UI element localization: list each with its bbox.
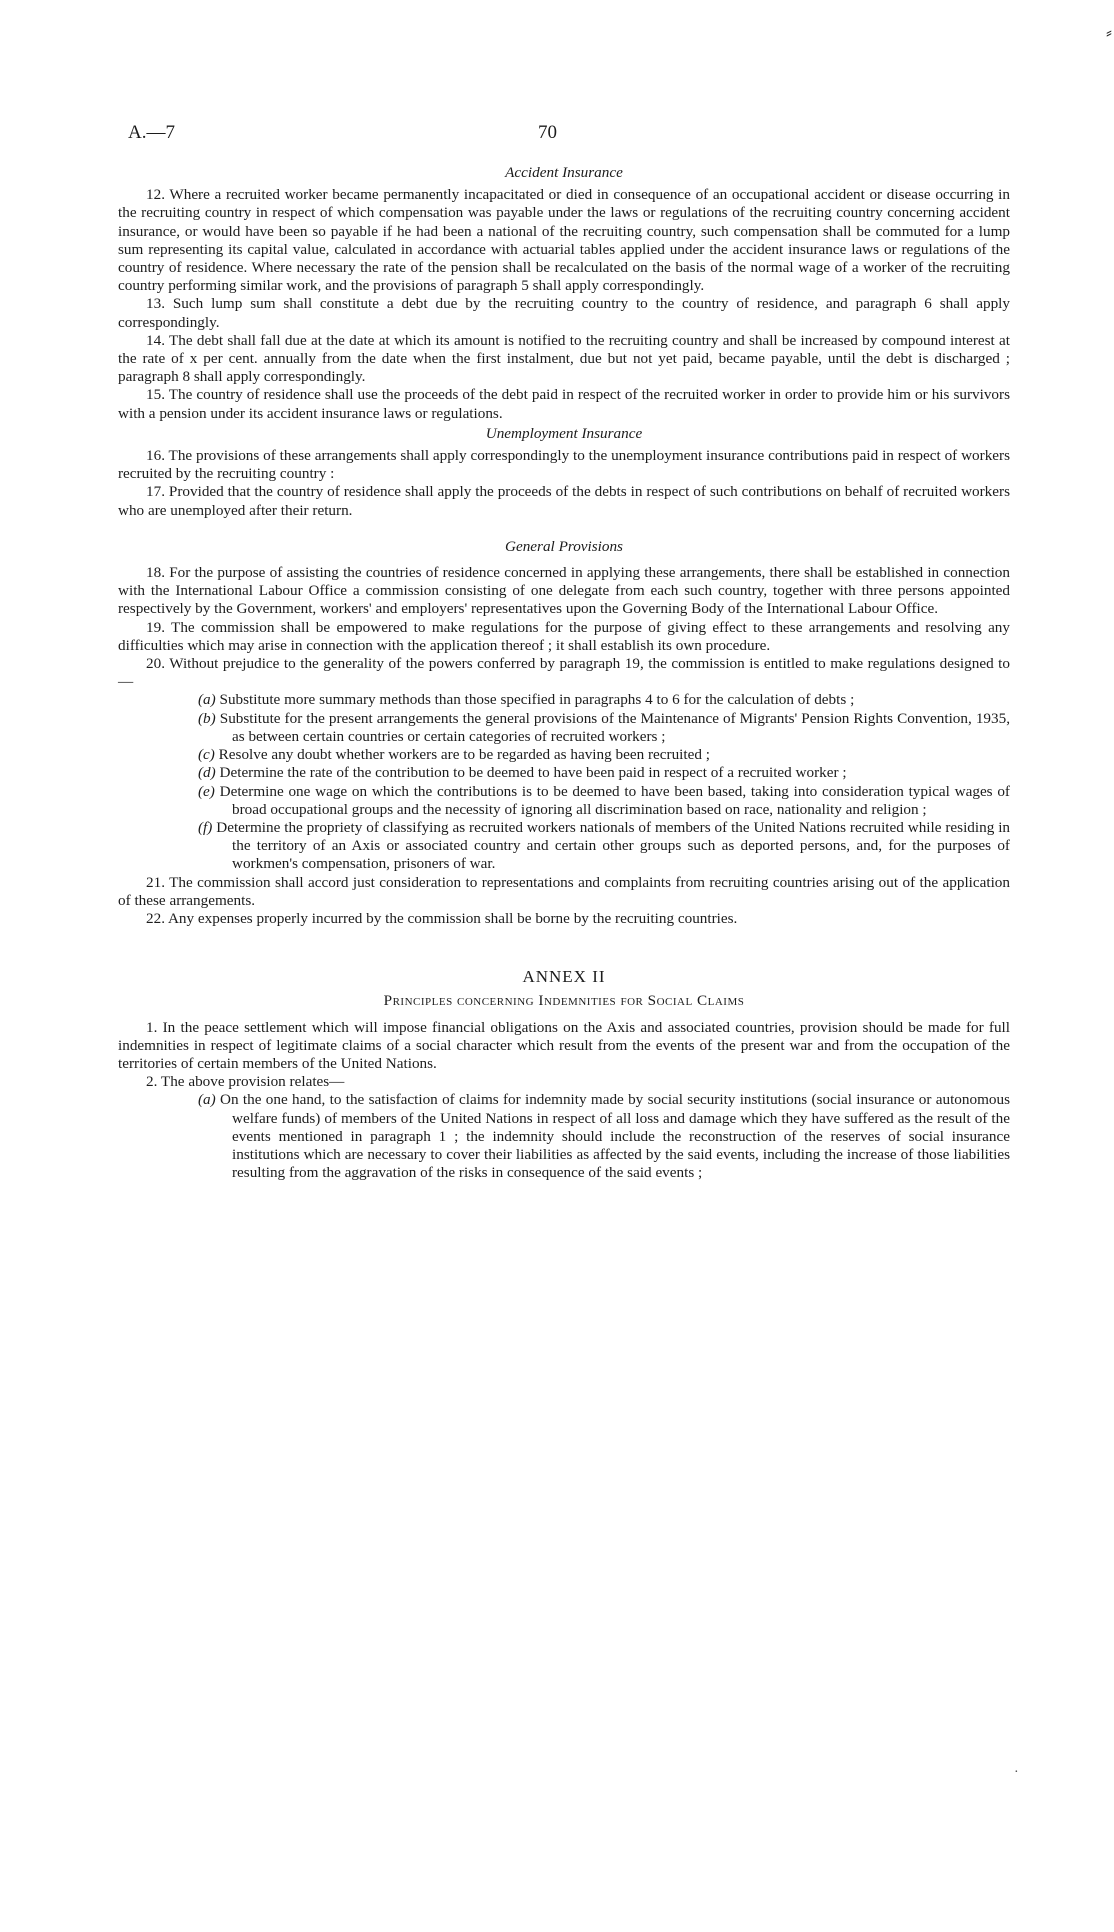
- section-heading-general-provisions: General Provisions: [505, 537, 623, 555]
- list-item-f: (f) Determine the propriety of classifying as recruited workers nationals of members of the United Nations recruited while residing in the territory of an Axis or associated country and certain other groups such as deported persons, and, for the purposes of workmen's compensation, prisoners of war.: [198, 818, 1011, 873]
- scan-speck: ·: [1014, 1765, 1019, 1780]
- page-body: [118, 164, 1010, 1182]
- paragraph-17: 17. Provided that the country of residence shall apply the proceeds of the debts in respect of such contributions on behalf of recruited workers who are unemployed after their return.: [118, 483, 1010, 519]
- paragraph-18: 18. For the purpose of assisting the countries of residence concerned in applying these arrangements, there shall be established in connection with the International Labour Office a commission consisting of one delegate from each such country, together with three persons appointed respectively by the Government, workers' and employers' representatives upon the Governing Body of the International Labour Office.: [118, 564, 1010, 618]
- paragraph-16: 16. The provisions of these arrangements shall apply correspondingly to the unemployment insurance contributions paid in respect of workers recruited by the recruiting country :: [118, 447, 1010, 483]
- paragraph-13: 13. Such lump sum shall constitute a debt due by the recruiting country to the country of residence, and paragraph 6 shall apply correspondingly.: [118, 295, 1010, 331]
- document-reference: A.—7: [128, 122, 175, 143]
- annex-paragraph-2: 2. The above provision relates—: [146, 1073, 345, 1091]
- list-item-b: (b) Substitute for the present arrangements the general provisions of the Maintenance of Migrants' Pension Rights Convention, 1935, as between certain countries or certain categories of recruited workers ;: [198, 709, 1011, 745]
- page-number: 70: [538, 122, 557, 143]
- paragraph-19: 19. The commission shall be empowered to make regulations for the purpose of giving effect to these arrangements and resolving any difficulties which may arise in connection with the application thereof ; it shall establish its own procedure.: [118, 618, 1010, 654]
- section-heading-accident-insurance: Accident Insurance: [505, 164, 623, 181]
- corner-scan-mark: ⸗: [1106, 22, 1112, 42]
- list-item-a: (a) Substitute more summary methods than those specified in paragraphs 4 to 6 for the calculation of debts ;: [198, 691, 855, 709]
- list-item-c: (c) Resolve any doubt whether workers are to be regarded as having been recruited ;: [198, 746, 710, 764]
- list-item-e: (e) Determine one wage on which the contributions is to be deemed to have been based, taking into consideration typical wages of broad occupational groups and the necessity of ignoring all discrimination based on race, nationality and religion ;: [198, 782, 1010, 818]
- list-item-d: (d) Determine the rate of the contribution to be deemed to have been paid in respect of a recruited worker ;: [198, 764, 847, 782]
- annex-paragraph-1: 1. In the peace settlement which will impose financial obligations on the Axis and associated countries, provision should be made for full indemnities in respect of legitimate claims of a social character which result from the events of the present war and from the occupation of the territories of certain members of the United Nations.: [118, 1018, 1010, 1072]
- annex-list-item-a: (a) On the one hand, to the satisfaction of claims for indemnity made by social security institutions (social insurance or autonomous welfare funds) of members of the United Nations in respect of all loss and damage which they have suffered as the result of the events mentioned in paragraph 1 ; the indemnity should include the reconstruction of the reserves of social insurance institutions which are necessary to cover their liabilities as affected by the said events, including the increase of those liabilities resulting from the aggravation of the risks in consequence of the said events ;: [198, 1091, 1011, 1182]
- paragraph-12: 12. Where a recruited worker became permanently incapacitated or died in consequence of an occupational accident or disease occurring in the recruiting country in respect of which compensation was payable under the laws or regulations of the recruiting country concerning accident insurance, or would have been so payable if he had been a national of the recruiting country, such compensation shall be commuted for a lump sum representing its capital value, calculated in accordance with actuarial tables applied under the accident insurance laws or regulations of the country of residence. Where necessary the rate of the pension shall be recalculated on the basis of the normal wage of a worker of the recruiting country performing similar work, and the provisions of paragraph 5 shall apply correspondingly.: [118, 186, 1010, 295]
- paragraph-22: 22. Any expenses properly incurred by the commission shall be borne by the recruiting countries.: [146, 909, 738, 927]
- section-heading-unemployment-insurance: Unemployment Insurance: [485, 424, 643, 442]
- paragraph-14: 14. The debt shall fall due at the date at which its amount is notified to the recruiting country and shall be increased by compound interest at the rate of x per cent. annually from the date when the first instalment, due but not yet paid, became payable, until the debt is discharged ; paragraph 8 shall apply correspondingly.: [118, 331, 1010, 386]
- annex-title: ANNEX II: [522, 967, 606, 987]
- page-header: [0, 122, 1114, 146]
- paragraph-20: 20. Without prejudice to the generality of the powers conferred by paragraph 19, the commission is entitled to make regulations designed to—: [118, 655, 1010, 691]
- paragraph-15: 15. The country of residence shall use the proceeds of the debt paid in respect of the recruited worker in order to provide him or his survivors with a pension under its accident insurance laws or regulations.: [118, 386, 1010, 422]
- annex-subtitle: Principles concerning Indemnities for Social Claims: [383, 992, 745, 1010]
- paragraph-21: 21. The commission shall accord just consideration to representations and complaints from recruiting countries arising out of the application of these arrangements.: [118, 873, 1010, 909]
